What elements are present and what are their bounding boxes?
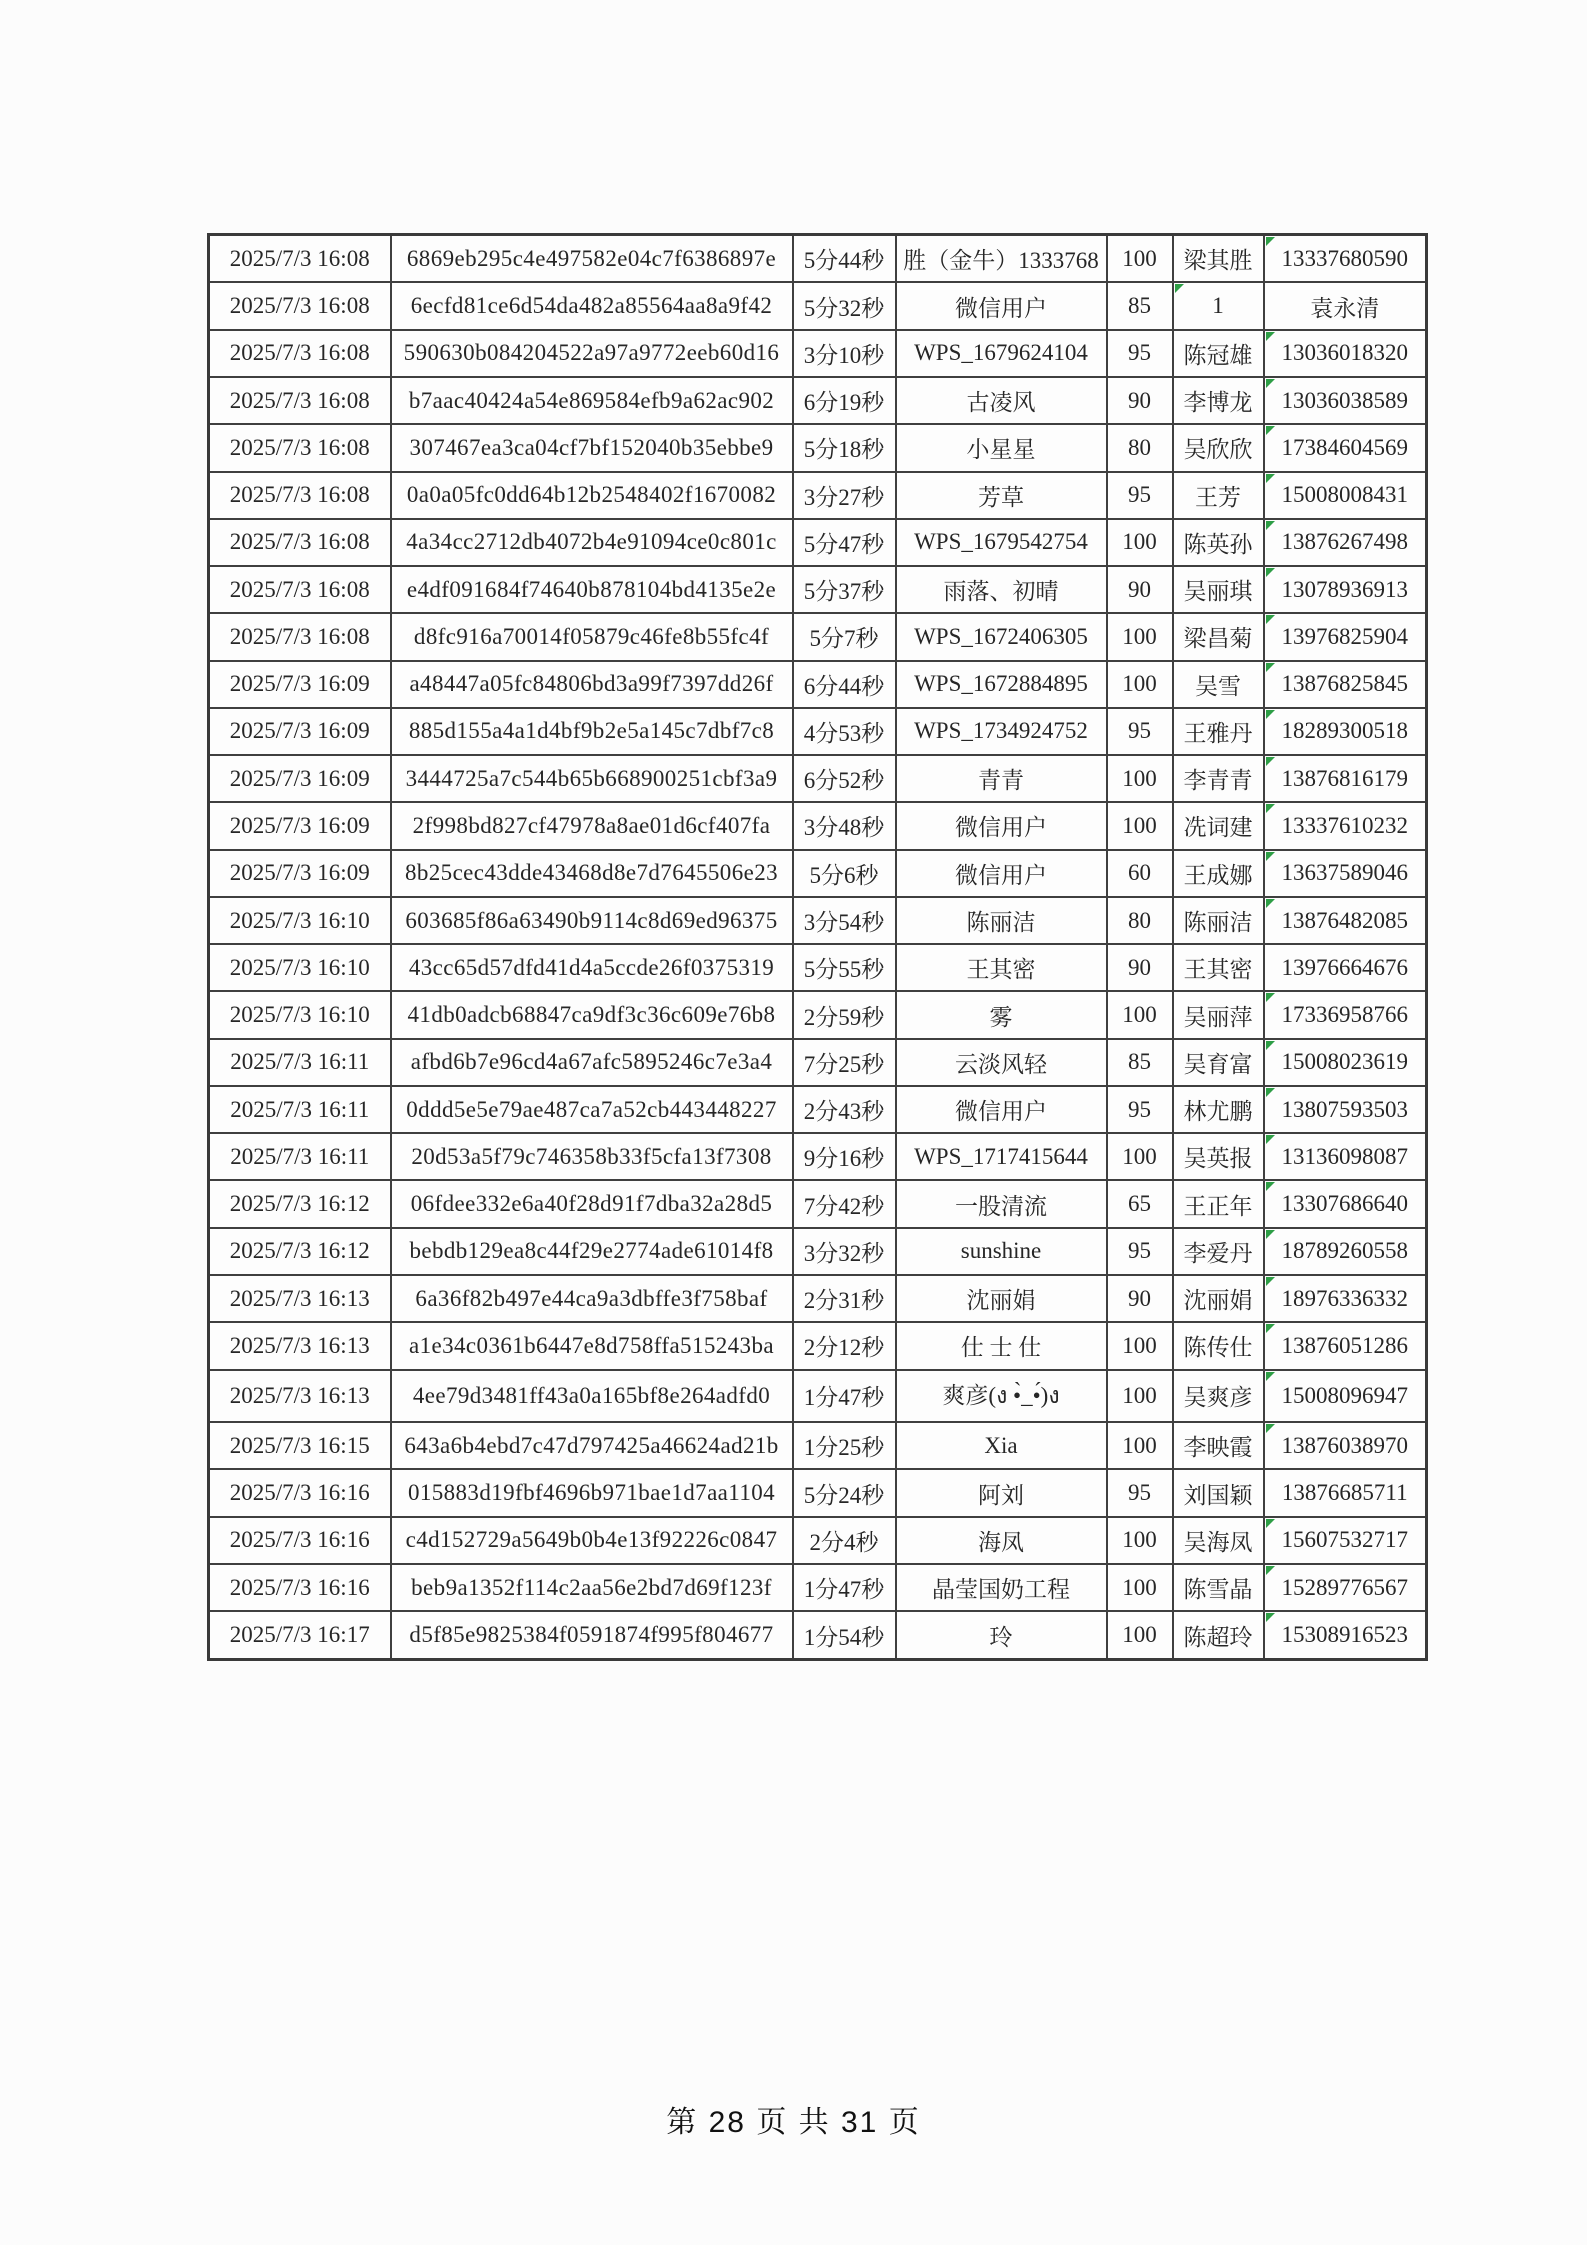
table-row [209,519,1427,566]
table-row [209,1228,1427,1275]
cell-nickname: 晶莹国奶工程 [896,1564,1107,1611]
cell-name: 王其密 [1173,944,1264,991]
cell-nickname: 青青 [896,755,1107,802]
cell-name: 李映霞 [1173,1422,1264,1469]
green-triangle-icon [1266,1182,1275,1191]
cell-nickname: 雾 [896,991,1107,1038]
cell-nickname: WPS_1672884895 [896,661,1107,708]
cell-score: 100 [1107,802,1173,849]
cell-name: 1 [1173,282,1264,329]
cell-nickname: WPS_1734924752 [896,708,1107,755]
green-triangle-icon [1266,474,1275,483]
cell-session-id: 4a34cc2712db4072b4e91094ce0c801c [391,519,793,566]
table-row [209,1517,1427,1564]
cell-session-id: 3444725a7c544b65b668900251cbf3a9 [391,755,793,802]
cell-name: 沈丽娟 [1173,1275,1264,1322]
cell-nickname: Xia [896,1422,1107,1469]
cell-score: 100 [1107,661,1173,708]
cell-name: 吴雪 [1173,661,1264,708]
cell-datetime: 2025/7/3 16:08 [209,424,391,471]
green-triangle-icon [1266,1424,1275,1433]
cell-phone: 13976664676 [1264,944,1427,991]
cell-duration: 7分42秒 [793,1180,896,1227]
cell-nickname: WPS_1679624104 [896,330,1107,377]
table-row [209,235,1427,283]
cell-session-id: 590630b084204522a97a9772eeb60d16 [391,330,793,377]
cell-session-id: d8fc916a70014f05879c46fe8b55fc4f [391,613,793,660]
cell-score: 90 [1107,566,1173,613]
cell-score: 80 [1107,897,1173,944]
cell-session-id: 4ee79d3481ff43a0a165bf8e264adfd0 [391,1370,793,1423]
cell-nickname: 微信用户 [896,850,1107,897]
cell-score: 85 [1107,282,1173,329]
table-row [209,1611,1427,1659]
table-row [209,330,1427,377]
cell-duration: 5分37秒 [793,566,896,613]
cell-phone: 13876482085 [1264,897,1427,944]
cell-score: 90 [1107,1275,1173,1322]
cell-score: 100 [1107,1611,1173,1659]
green-triangle-icon [1266,237,1275,246]
green-triangle-icon [1266,379,1275,388]
cell-datetime: 2025/7/3 16:09 [209,755,391,802]
green-triangle-icon [1266,1135,1275,1144]
cell-name: 吴爽彦 [1173,1370,1264,1423]
cell-duration: 5分24秒 [793,1469,896,1516]
cell-duration: 5分7秒 [793,613,896,660]
cell-datetime: 2025/7/3 16:08 [209,613,391,660]
cell-score: 95 [1107,708,1173,755]
cell-duration: 5分47秒 [793,519,896,566]
cell-datetime: 2025/7/3 16:10 [209,897,391,944]
green-triangle-icon [1266,663,1275,672]
cell-datetime: 2025/7/3 16:09 [209,850,391,897]
cell-session-id: 20d53a5f79c746358b33f5cfa13f7308 [391,1133,793,1180]
table-row [209,282,1427,329]
green-triangle-icon [1266,852,1275,861]
cell-name: 李博龙 [1173,377,1264,424]
cell-nickname: WPS_1717415644 [896,1133,1107,1180]
cell-duration: 5分18秒 [793,424,896,471]
cell-score: 100 [1107,1564,1173,1611]
cell-score: 95 [1107,1469,1173,1516]
cell-duration: 1分54秒 [793,1611,896,1659]
table-row [209,944,1427,991]
table-row [209,708,1427,755]
cell-name: 王雅丹 [1173,708,1264,755]
cell-session-id: 307467ea3ca04cf7bf152040b35ebbe9 [391,424,793,471]
green-triangle-icon [1266,1324,1275,1333]
green-triangle-icon [1266,710,1275,719]
cell-name: 吴海凤 [1173,1517,1264,1564]
table-row [209,1133,1427,1180]
green-triangle-icon [1175,284,1184,293]
cell-score: 95 [1107,1086,1173,1133]
table-row [209,755,1427,802]
table-row [209,1275,1427,1322]
cell-phone: 13876038970 [1264,1422,1427,1469]
cell-duration: 2分12秒 [793,1322,896,1369]
cell-duration: 5分6秒 [793,850,896,897]
cell-datetime: 2025/7/3 16:12 [209,1180,391,1227]
cell-phone: 13637589046 [1264,850,1427,897]
cell-name: 王成娜 [1173,850,1264,897]
table-row [209,850,1427,897]
cell-duration: 4分53秒 [793,708,896,755]
table-row [209,1180,1427,1227]
cell-session-id: 6869eb295c4e497582e04c7f6386897e [391,235,793,283]
cell-phone: 13337610232 [1264,802,1427,849]
cell-phone: 13078936913 [1264,566,1427,613]
cell-session-id: 8b25cec43dde43468d8e7d7645506e23 [391,850,793,897]
page-number-footer: 第 28 页 共 31 页 [666,2106,921,2139]
cell-duration: 2分4秒 [793,1517,896,1564]
cell-phone: 袁永清 [1264,282,1427,329]
cell-duration: 3分27秒 [793,472,896,519]
cell-nickname: WPS_1679542754 [896,519,1107,566]
cell-score: 100 [1107,755,1173,802]
cell-session-id: 603685f86a63490b9114c8d69ed96375 [391,897,793,944]
cell-duration: 3分54秒 [793,897,896,944]
cell-datetime: 2025/7/3 16:08 [209,235,391,283]
cell-score: 100 [1107,991,1173,1038]
cell-duration: 6分44秒 [793,661,896,708]
cell-nickname: 仕 士 仕 [896,1322,1107,1369]
cell-name: 吴丽琪 [1173,566,1264,613]
cell-phone: 18289300518 [1264,708,1427,755]
cell-score: 95 [1107,330,1173,377]
cell-phone: 13036018320 [1264,330,1427,377]
cell-phone: 15008008431 [1264,472,1427,519]
cell-datetime: 2025/7/3 16:08 [209,282,391,329]
cell-name: 陈雪晶 [1173,1564,1264,1611]
cell-nickname: 微信用户 [896,1086,1107,1133]
cell-score: 80 [1107,424,1173,471]
cell-duration: 5分55秒 [793,944,896,991]
cell-session-id: 6a36f82b497e44ca9a3dbffe3f758baf [391,1275,793,1322]
cell-phone: 17336958766 [1264,991,1427,1038]
cell-name: 吴欣欣 [1173,424,1264,471]
cell-name: 吴丽萍 [1173,991,1264,1038]
cell-phone: 18789260558 [1264,1228,1427,1275]
cell-phone: 18976336332 [1264,1275,1427,1322]
table-row [209,1564,1427,1611]
cell-nickname: 玲 [896,1611,1107,1659]
cell-session-id: a48447a05fc84806bd3a99f7397dd26f [391,661,793,708]
cell-phone: 13876816179 [1264,755,1427,802]
cell-name: 吴英报 [1173,1133,1264,1180]
cell-duration: 1分25秒 [793,1422,896,1469]
green-triangle-icon [1266,757,1275,766]
cell-score: 100 [1107,1422,1173,1469]
cell-nickname: 云淡风轻 [896,1039,1107,1086]
cell-nickname: 王其密 [896,944,1107,991]
cell-nickname: 沈丽娟 [896,1275,1107,1322]
cell-phone: 15008023619 [1264,1039,1427,1086]
cell-session-id: 2f998bd827cf47978a8ae01d6cf407fa [391,802,793,849]
cell-score: 60 [1107,850,1173,897]
cell-session-id: e4df091684f74640b878104bd4135e2e [391,566,793,613]
cell-nickname: 一股清流 [896,1180,1107,1227]
cell-score: 90 [1107,944,1173,991]
cell-duration: 9分16秒 [793,1133,896,1180]
cell-phone: 15607532717 [1264,1517,1427,1564]
green-triangle-icon [1266,426,1275,435]
green-triangle-icon [1266,521,1275,530]
cell-name: 陈冠雄 [1173,330,1264,377]
table-row [209,566,1427,613]
cell-phone: 13876685711 [1264,1469,1427,1516]
cell-nickname: 海凤 [896,1517,1107,1564]
table-row [209,424,1427,471]
cell-datetime: 2025/7/3 16:10 [209,944,391,991]
cell-duration: 1分47秒 [793,1564,896,1611]
table-row [209,897,1427,944]
cell-datetime: 2025/7/3 16:17 [209,1611,391,1659]
cell-name: 吴育富 [1173,1039,1264,1086]
table-row [209,991,1427,1038]
cell-nickname: 古凌风 [896,377,1107,424]
cell-datetime: 2025/7/3 16:12 [209,1228,391,1275]
cell-datetime: 2025/7/3 16:08 [209,519,391,566]
cell-session-id: afbd6b7e96cd4a67afc5895246c7e3a4 [391,1039,793,1086]
cell-session-id: 6ecfd81ce6d54da482a85564aa8a9f42 [391,282,793,329]
green-triangle-icon [1266,1230,1275,1239]
cell-nickname: 微信用户 [896,282,1107,329]
cell-phone: 15308916523 [1264,1611,1427,1659]
cell-duration: 2分59秒 [793,991,896,1038]
cell-session-id: 885d155a4a1d4bf9b2e5a145c7dbf7c8 [391,708,793,755]
cell-name: 李青青 [1173,755,1264,802]
cell-phone: 15008096947 [1264,1370,1427,1423]
table-row [209,613,1427,660]
cell-phone: 13136098087 [1264,1133,1427,1180]
cell-nickname: 微信用户 [896,802,1107,849]
cell-nickname: 雨落、初晴 [896,566,1107,613]
cell-nickname: 胜（金牛）1333768 [896,235,1107,283]
green-triangle-icon [1266,1613,1275,1622]
table-row [209,472,1427,519]
green-triangle-icon [1266,899,1275,908]
results-table [207,233,1428,1661]
cell-datetime: 2025/7/3 16:08 [209,566,391,613]
cell-name: 梁昌菊 [1173,613,1264,660]
cell-score: 95 [1107,1228,1173,1275]
cell-datetime: 2025/7/3 16:08 [209,472,391,519]
cell-score: 95 [1107,472,1173,519]
table-row [209,1422,1427,1469]
cell-session-id: 43cc65d57dfd41d4a5ccde26f0375319 [391,944,793,991]
cell-phone: 13307686640 [1264,1180,1427,1227]
cell-score: 90 [1107,377,1173,424]
cell-datetime: 2025/7/3 16:11 [209,1086,391,1133]
cell-name: 冼词建 [1173,802,1264,849]
cell-phone: 17384604569 [1264,424,1427,471]
cell-datetime: 2025/7/3 16:10 [209,991,391,1038]
cell-duration: 2分43秒 [793,1086,896,1133]
cell-session-id: d5f85e9825384f0591874f995f804677 [391,1611,793,1659]
cell-duration: 3分10秒 [793,330,896,377]
cell-score: 100 [1107,1370,1173,1423]
table-row [209,802,1427,849]
cell-nickname: 芳草 [896,472,1107,519]
cell-name: 王芳 [1173,472,1264,519]
results-table-body [209,235,1427,1660]
cell-nickname: WPS_1672406305 [896,613,1107,660]
cell-datetime: 2025/7/3 16:16 [209,1469,391,1516]
cell-name: 陈传仕 [1173,1322,1264,1369]
table-row [209,1322,1427,1369]
green-triangle-icon [1266,1519,1275,1528]
green-triangle-icon [1266,615,1275,624]
cell-duration: 7分25秒 [793,1039,896,1086]
cell-duration: 3分32秒 [793,1228,896,1275]
cell-session-id: c4d152729a5649b0b4e13f92226c0847 [391,1517,793,1564]
cell-nickname: 阿刘 [896,1469,1107,1516]
cell-phone: 13337680590 [1264,235,1427,283]
table-row [209,1370,1427,1423]
cell-session-id: 06fdee332e6a40f28d91f7dba32a28d5 [391,1180,793,1227]
green-triangle-icon [1266,1372,1275,1381]
cell-duration: 5分32秒 [793,282,896,329]
table-row [209,1469,1427,1516]
cell-datetime: 2025/7/3 16:13 [209,1322,391,1369]
cell-session-id: b7aac40424a54e869584efb9a62ac902 [391,377,793,424]
cell-datetime: 2025/7/3 16:08 [209,377,391,424]
cell-datetime: 2025/7/3 16:11 [209,1133,391,1180]
cell-name: 刘国颖 [1173,1469,1264,1516]
cell-phone: 13876051286 [1264,1322,1427,1369]
green-triangle-icon [1266,804,1275,813]
green-triangle-icon [1266,1566,1275,1575]
cell-session-id: 015883d19fbf4696b971bae1d7aa1104 [391,1469,793,1516]
green-triangle-icon [1266,1041,1275,1050]
cell-duration: 6分19秒 [793,377,896,424]
cell-session-id: a1e34c0361b6447e8d758ffa515243ba [391,1322,793,1369]
cell-score: 100 [1107,519,1173,566]
cell-score: 100 [1107,235,1173,283]
cell-name: 王正年 [1173,1180,1264,1227]
cell-phone: 13807593503 [1264,1086,1427,1133]
cell-duration: 2分31秒 [793,1275,896,1322]
cell-score: 100 [1107,613,1173,660]
cell-datetime: 2025/7/3 16:09 [209,802,391,849]
cell-nickname: 陈丽洁 [896,897,1107,944]
cell-datetime: 2025/7/3 16:13 [209,1275,391,1322]
cell-session-id: 643a6b4ebd7c47d797425a46624ad21b [391,1422,793,1469]
cell-session-id: 0ddd5e5e79ae487ca7a52cb443448227 [391,1086,793,1133]
cell-session-id: 41db0adcb68847ca9df3c36c609e76b8 [391,991,793,1038]
cell-name: 陈超玲 [1173,1611,1264,1659]
cell-duration: 5分44秒 [793,235,896,283]
cell-score: 100 [1107,1517,1173,1564]
cell-score: 100 [1107,1133,1173,1180]
cell-duration: 1分47秒 [793,1370,896,1423]
cell-nickname: sunshine [896,1228,1107,1275]
cell-datetime: 2025/7/3 16:09 [209,708,391,755]
cell-session-id: 0a0a05fc0dd64b12b2548402f1670082 [391,472,793,519]
cell-session-id: beb9a1352f114c2aa56e2bd7d69f123f [391,1564,793,1611]
cell-nickname: 爽彦(ง •̀_•́)ง [896,1370,1107,1423]
cell-datetime: 2025/7/3 16:13 [209,1370,391,1423]
table-row [209,377,1427,424]
green-triangle-icon [1266,332,1275,341]
cell-name: 梁其胜 [1173,235,1264,283]
cell-datetime: 2025/7/3 16:16 [209,1564,391,1611]
cell-score: 85 [1107,1039,1173,1086]
table-row [209,661,1427,708]
cell-name: 李爱丹 [1173,1228,1264,1275]
cell-datetime: 2025/7/3 16:11 [209,1039,391,1086]
green-triangle-icon [1266,993,1275,1002]
cell-name: 陈英孙 [1173,519,1264,566]
green-triangle-icon [1266,1277,1275,1286]
cell-phone: 13976825904 [1264,613,1427,660]
cell-name: 林尤鹏 [1173,1086,1264,1133]
cell-datetime: 2025/7/3 16:15 [209,1422,391,1469]
cell-phone: 13876267498 [1264,519,1427,566]
cell-name: 陈丽洁 [1173,897,1264,944]
table-row [209,1086,1427,1133]
table-row [209,1039,1427,1086]
cell-datetime: 2025/7/3 16:09 [209,661,391,708]
cell-nickname: 小星星 [896,424,1107,471]
cell-score: 100 [1107,1322,1173,1369]
green-triangle-icon [1266,1088,1275,1097]
cell-duration: 6分52秒 [793,755,896,802]
cell-phone: 13036038589 [1264,377,1427,424]
cell-score: 65 [1107,1180,1173,1227]
cell-duration: 3分48秒 [793,802,896,849]
green-triangle-icon [1266,568,1275,577]
cell-phone: 15289776567 [1264,1564,1427,1611]
cell-datetime: 2025/7/3 16:08 [209,330,391,377]
cell-datetime: 2025/7/3 16:16 [209,1517,391,1564]
cell-phone: 13876825845 [1264,661,1427,708]
cell-session-id: bebdb129ea8c44f29e2774ade61014f8 [391,1228,793,1275]
